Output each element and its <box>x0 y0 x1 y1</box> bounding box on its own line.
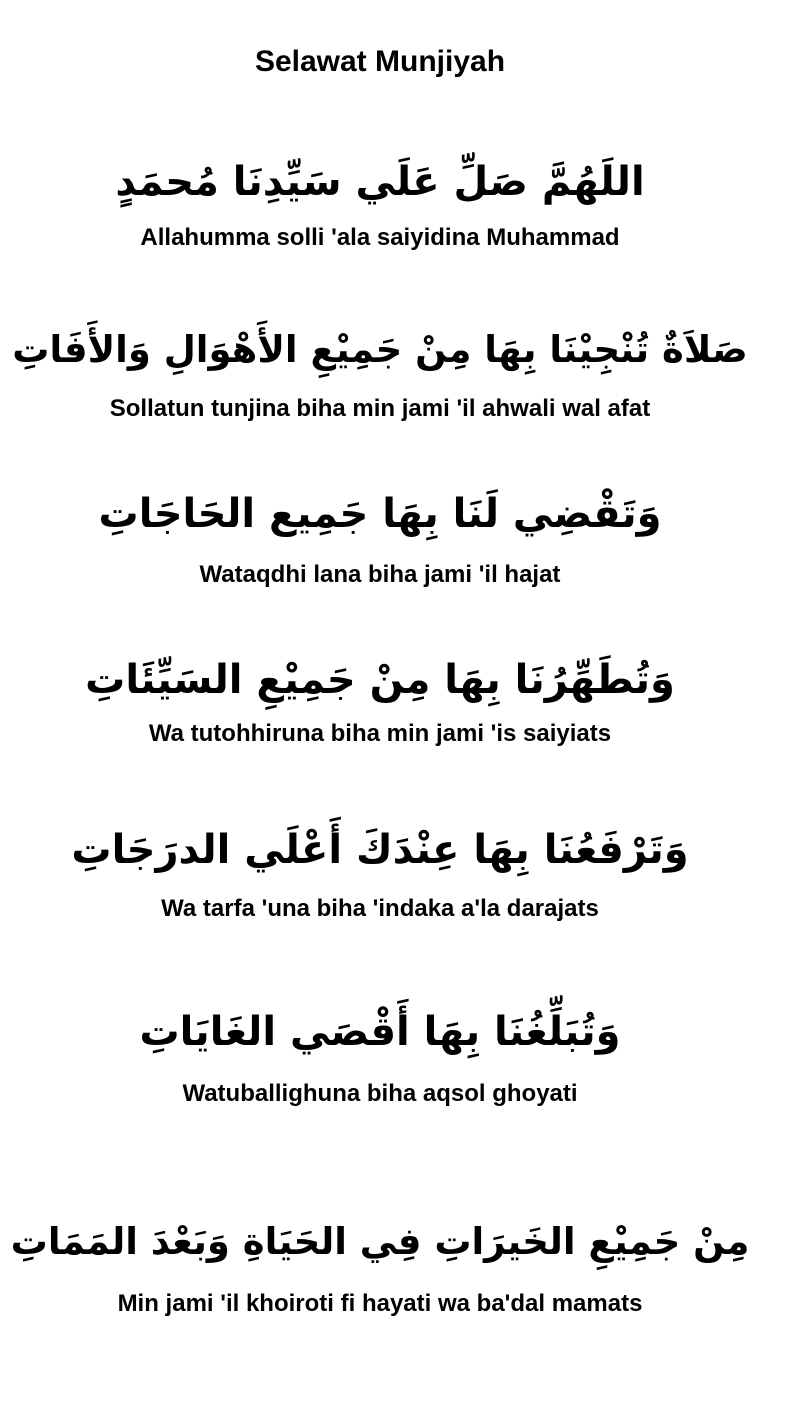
verse-transliteration: Sollatun tunjina biha min jami 'il ahwali wal afat <box>109 395 651 422</box>
arabic-verse-text: وَتَرْفَعُنَا بِهَا عِنْدَكَ أَعْلَي الدرَجَاتِ <box>71 827 689 873</box>
verse-transliteration: Wa tutohhiruna biha min jami 'is saiyiats <box>148 720 612 747</box>
page-title: Selawat Munjiyah <box>254 45 506 78</box>
arabic-verse-text: وَتُطَهِّرُنَا بِهَا مِنْ جَمِيْعِ السَيِّئَاتِ <box>85 657 675 703</box>
arabic-verse-text: وَتَقْضِي لَنَا بِهَا جَمِيع الحَاجَاتِ <box>98 491 662 537</box>
arabic-verse-text: مِنْ جَمِيْعِ الخَيرَاتِ فِي الحَيَاةِ وَبَعْدَ المَمَاتِ <box>10 1220 750 1263</box>
arabic-verse-text: صَلاَةٌ تُنْجِيْنَا بِهَا مِنْ جَمِيْعِ الأَهْوَالِ وَالأَفَاتِ <box>12 328 748 371</box>
verse-transliteration: Watuballighuna biha aqsol ghoyati <box>182 1080 578 1107</box>
verse-transliteration: Allahumma solli 'ala saiyidina Muhammad <box>140 224 620 251</box>
verse-transliteration: Min jami 'il khoiroti fi hayati wa ba'dal mamats <box>117 1290 643 1317</box>
verse-transliteration: Wa tarfa 'una biha 'indaka a'la darajats <box>161 895 599 922</box>
arabic-verse-text: وَتُبَلِّغُنَا بِهَا أَقْصَي الغَايَاتِ <box>139 1009 621 1055</box>
arabic-verse-text: اللَهُمَّ صَلِّ عَلَي سَيِّدِنَا مُحمَدٍ <box>115 159 645 205</box>
verse-transliteration: Wataqdhi lana biha jami 'il hajat <box>199 561 561 588</box>
